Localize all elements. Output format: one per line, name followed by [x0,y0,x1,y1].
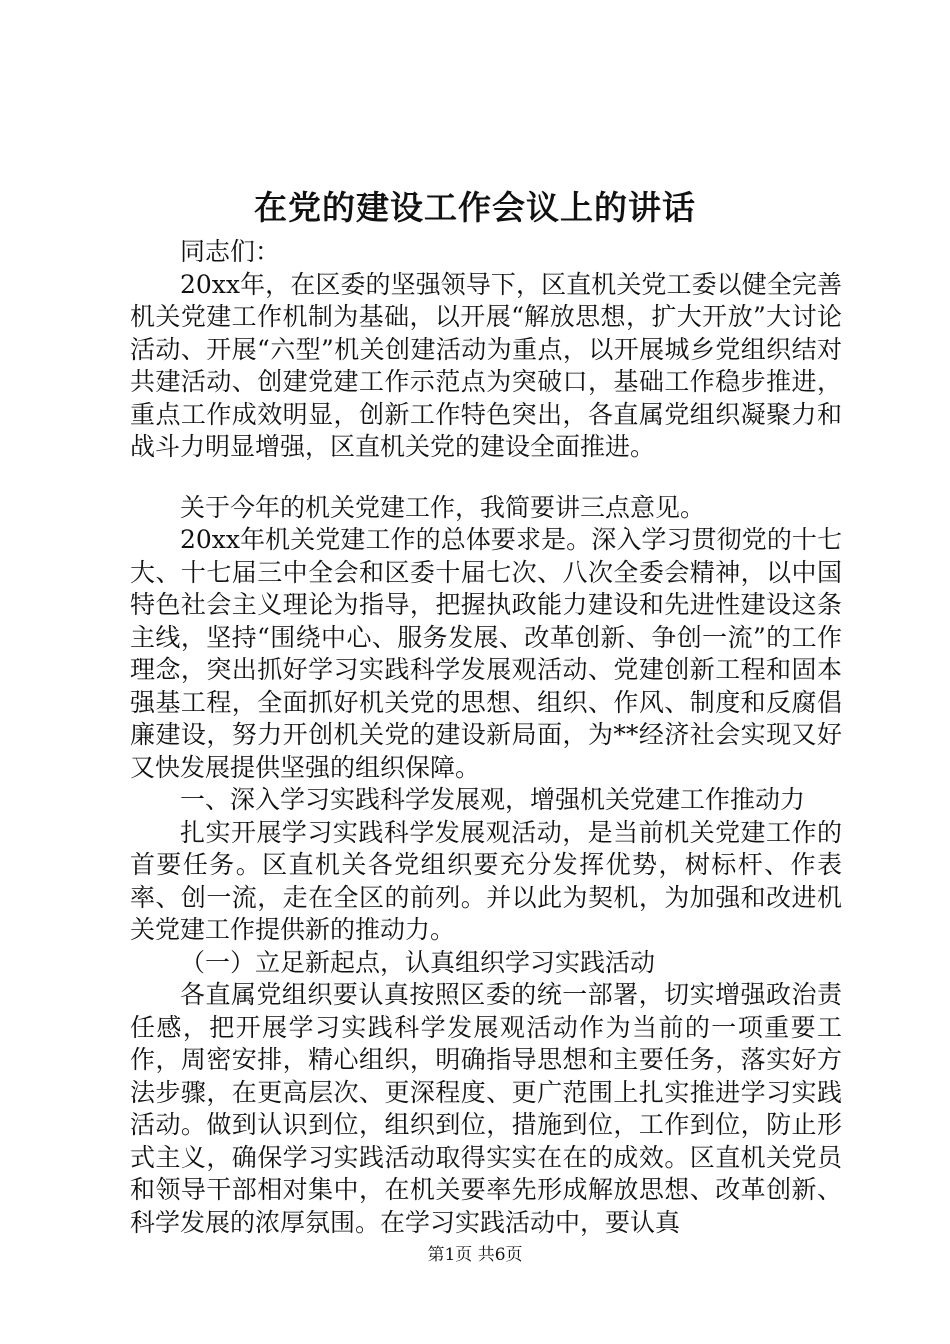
document-body [130,236,842,1239]
salutation: 同志们： [180,237,281,266]
paragraph-intro: 20xx年，在区委的坚强领导下，区直机关党工委以健全完善机关党建工作机制为基础，以开展“解放思想，扩大开放”大讨论活动、开展“六型”机关创建活动为重点，以开展城乡党组织结对共建活动、创建党建工作示范点为突破口，基础工作稳步推进，重点工作成效明显，创新工作特色突出，各直属党组织凝聚力和战斗力明显增强，区直机关党的建设全面推进。 [130,269,842,461]
section-heading-1: 一、深入学习实践科学发展观，增强机关党建工作推动力 [180,785,806,814]
subsection-heading-1: （一）立足新起点，认真组织学习实践活动 [180,947,656,977]
page-title: 在党的建设工作会议上的讲话 [254,188,696,227]
paragraph-overview: 关于今年的机关党建工作，我简要讲三点意见。 [180,492,706,522]
paragraph-section-1: 扎实开展学习实践科学发展观活动，是当前机关党建工作的首要任务。区直机关各党组织要充分发挥优势，树标杆、作表率、创一流，走在全区的前列。并以此为契机，为加强和改进机关党建工作提供新的推动力。 [130,817,842,944]
paragraph-subsection-1: 各直属党组织要认真按照区委的统一部署，切实增强政治责任感，把开展学习实践科学发展观活动作为当前的一项重要工作，周密安排，精心组织，明确指导思想和主要任务，落实好方法步骤，在更高层次、更深程度、更广范围上扎实推进学习实践活动。做到认识到位，组织到位，措施到位，工作到位，防止形式主义，确保学习实践活动取得实实在在的成效。区直机关党员和领导干部相对集中，在机关要率先形成解放思想、改革创新、科学发展的浓厚氛围。在学习实践活动中，要认真 [130,980,842,1237]
page-footer: 第1页 共6页 [427,1245,523,1265]
paragraph-requirements: 20xx年机关党建工作的总体要求是。深入学习贯彻党的十七大、十七届三中全会和区委十届七次、八次全委会精神，以中国特色社会主义理论为指导，把握执政能力建设和先进性建设这条主线，坚持“围绕中心、服务发展、改革创新、争创一流”的工作理念，突出抓好学习实践科学发展观活动、党建创新工程和固本强基工程，全面抓好机关党的思想、组织、作风、制度和反腐倡廉建设，努力开创机关党的建设新局面，为**经济社会实现又好又快发展提供坚强的组织保障。 [130,525,842,782]
